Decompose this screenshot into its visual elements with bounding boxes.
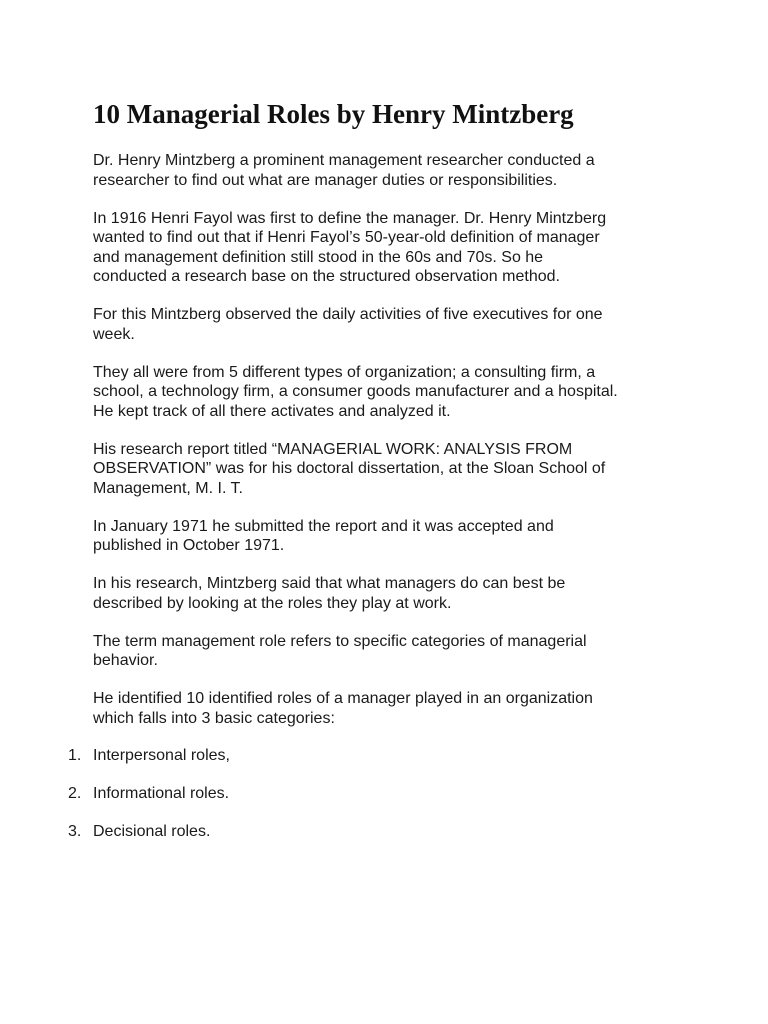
document-title: 10 Managerial Roles by Henry Mintzberg: [93, 99, 574, 129]
paragraph-role-definition: The term management role refers to specific categories of managerial behavior.: [93, 632, 587, 669]
list-item-label: Informational roles.: [93, 785, 230, 802]
paragraph-report-title: His research report titled “MANAGERIAL WORK: ANALYSIS FROM OBSERVATION” was for his doctoral dissertation, at the Sloan School of Management, M. I. T.: [93, 440, 606, 497]
list-item-number: 1.: [68, 747, 82, 764]
list-item-label: Decisional roles.: [93, 823, 211, 840]
paragraph-publication: In January 1971 he submitted the report and it was accepted and published in October 1971.: [93, 517, 554, 554]
list-item: [0, 746, 700, 766]
document-body: [93, 151, 693, 747]
list-item: [0, 822, 700, 842]
paragraph-fayol: In 1916 Henri Fayol was first to define the manager. Dr. Henry Mintzberg wanted to find out that if Henri Fayol’s 50-year-old definition of manager and management definition still stood in the 60s and 70s. So he conducted a research base on the structured observation method.: [93, 209, 607, 285]
list-item-number: 3.: [68, 823, 82, 840]
list-item: [0, 784, 700, 804]
paragraph-research-roles: In his research, Mintzberg said that what managers do can best be described by looking at the roles they play at work.: [93, 575, 566, 612]
role-category-list: [0, 746, 700, 860]
list-item-label: Interpersonal roles,: [93, 747, 230, 764]
paragraph-intro: Dr. Henry Mintzberg a prominent management researcher conducted a researcher to find out what are manager duties or responsibilities.: [93, 152, 595, 189]
paragraph-categories: He identified 10 identified roles of a manager played in an organization which falls into 3 basic categories:: [93, 690, 593, 727]
list-item-number: 2.: [68, 785, 82, 802]
paragraph-observation: For this Mintzberg observed the daily activities of five executives for one week.: [93, 306, 603, 343]
paragraph-organizations: They all were from 5 different types of organization; a consulting firm, a school, a technology firm, a consumer goods manufacturer and a hospital. He kept track of all there activates and analyzed it.: [93, 363, 618, 420]
